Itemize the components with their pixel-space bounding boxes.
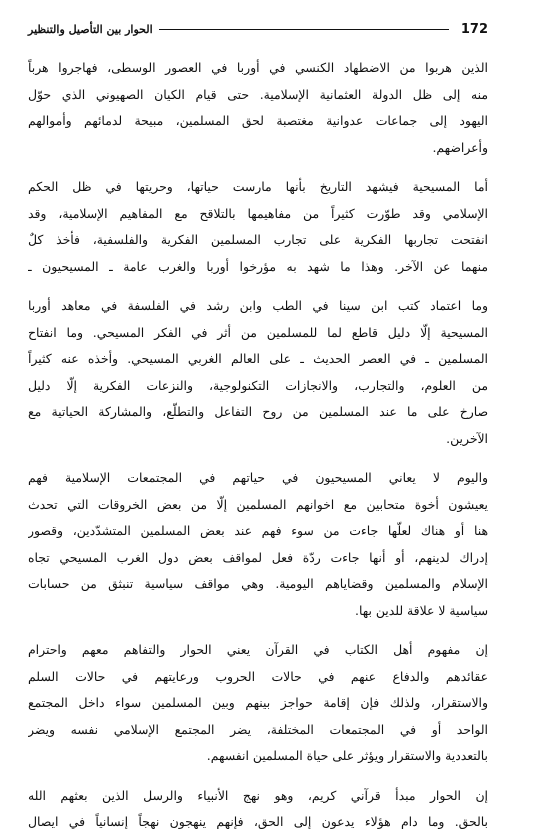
paragraph-gap bbox=[28, 452, 488, 465]
text-line: بالتعددية والاستقرار ويؤثر على حياة المسلمين انفسهم. bbox=[206, 748, 488, 763]
text-line: انفتحت تجاربها الفكرية على تجارب المسلمين الفكرية والفلسفية، فأخذ كلٌ bbox=[28, 232, 488, 247]
text-line: إن مفهوم أهل الكتاب في القرآن يعني الحوار والتفاهم معهم واحترام bbox=[28, 642, 488, 657]
paragraph-gap bbox=[28, 280, 488, 293]
text-line: منه إلى ظل الدولة العثمانية الإسلامية. حتى قيام الكيان الصهيوني الذي حوّل bbox=[28, 86, 488, 102]
page-body bbox=[28, 55, 488, 836]
text-line: أما المسيحية فيشهد التاريخ بأنها مارست حياتها، وحريتها في ظل الحكم bbox=[28, 179, 488, 194]
paragraph-4 bbox=[28, 465, 488, 624]
text-line: سياسية لا علاقة للدين بها. bbox=[355, 602, 488, 618]
text-line: الواحد أو في المجتمعات المختلفة، يضر المجتمع الإسلامي نفسه ويضر bbox=[28, 721, 488, 737]
paragraph-1 bbox=[28, 55, 488, 161]
paragraph-gap bbox=[28, 161, 488, 174]
text-line: صارخ على ما عند المسلمين من روح التفاعل والتطلّع، والمشاركة الحياتية مع bbox=[28, 404, 488, 419]
text-line: الإسلام والمسلمين وقضاياهم اليومية. وهي مواقف سياسية تنبثق من حسابات bbox=[28, 576, 488, 591]
paragraph-gap bbox=[28, 770, 488, 783]
running-title: الحوار بين التأصيل والتنظير bbox=[28, 22, 153, 36]
text-line: من العلوم، والتجارب، والانجازات التكنولوجية، والنزعات الفكرية إلّا دليل bbox=[28, 377, 488, 393]
text-line: عقائدهم والدفاع عنهم في حالات الحروب ورعايتهم في حالات السلم bbox=[28, 668, 488, 684]
text-line: الآخرين. bbox=[446, 430, 488, 446]
header-rule bbox=[159, 29, 449, 30]
paragraph-2 bbox=[28, 174, 488, 280]
paragraph-gap bbox=[28, 624, 488, 637]
page-header bbox=[28, 18, 488, 40]
text-line: إن الحوار مبدأ قرآني كريم، وهو نهج الأنبياء والرسل الذين بعثهم الله bbox=[28, 787, 488, 803]
text-line: وأعراضهم. bbox=[432, 139, 488, 155]
text-line: الإسلامي وقد طوّرت كثيراً من مفاهيمها بالتلاقح مع المفاهيم الإسلامية، وقد bbox=[28, 205, 488, 221]
text-line: واليوم لا يعاني المسيحيون في حياتهم في المجتمعات الإسلامية فهم bbox=[28, 470, 488, 485]
text-line: المسيحية إلّا دليل قاطع لما للمسلمين من أثر في الفكر المسيحي. وما انفتاح bbox=[28, 324, 488, 340]
text-line: المسلمين ـ في العصر الحديث ـ على العالم الغربي المسيحي. وأخذه عنه كثيراً bbox=[28, 351, 488, 366]
paragraph-6 bbox=[28, 783, 488, 836]
paragraph-5 bbox=[28, 637, 488, 770]
text-line: وما اعتماد كتب ابن سينا في الطب وابن رشد في الفلسفة في معاهد أوربا bbox=[28, 298, 488, 313]
text-line: يعيشون أخوة متحابين مع اخوانهم المسلمين إلّا من بعض الخروقات التي تحدث bbox=[28, 496, 488, 512]
text-line: هنا أو هناك لعلّها جاءت من سوء فهم عند بعض المسلمين المتشدّدين، وقصور bbox=[28, 523, 488, 538]
text-line: اليهود إلى جماعات عدوانية مغتصبة لحق المسلمين، مبيحة لدمائهم وأموالهم bbox=[28, 113, 488, 128]
paragraph-3 bbox=[28, 293, 488, 452]
text-line: والاستقرار، ولذلك فإن إقامة حواجز بينهم وبين المسلمين سواء داخل المجتمع bbox=[28, 695, 488, 710]
page-number: 172 bbox=[460, 21, 488, 37]
text-line: إدراك لدينهم، أو أنها جاءت ردّة فعل لمواقف بعض دول الغرب المسيحي تجاه bbox=[28, 549, 488, 565]
text-line: الذين هربوا من الاضطهاد الكنسي في أوربا في العصور الوسطى، فهاجروا هرباً bbox=[28, 60, 488, 75]
text-line: منهما عن الآخر. وهذا ما شهد به مؤرخوا أوربا والغرب عامة ـ المسيحيون ـ bbox=[28, 258, 488, 274]
text-line: بالحق. وما دام هؤلاء يدعون إلى الحق، فإنهم ينهجون نهجاً إنسانياً في ايصال bbox=[28, 814, 488, 829]
